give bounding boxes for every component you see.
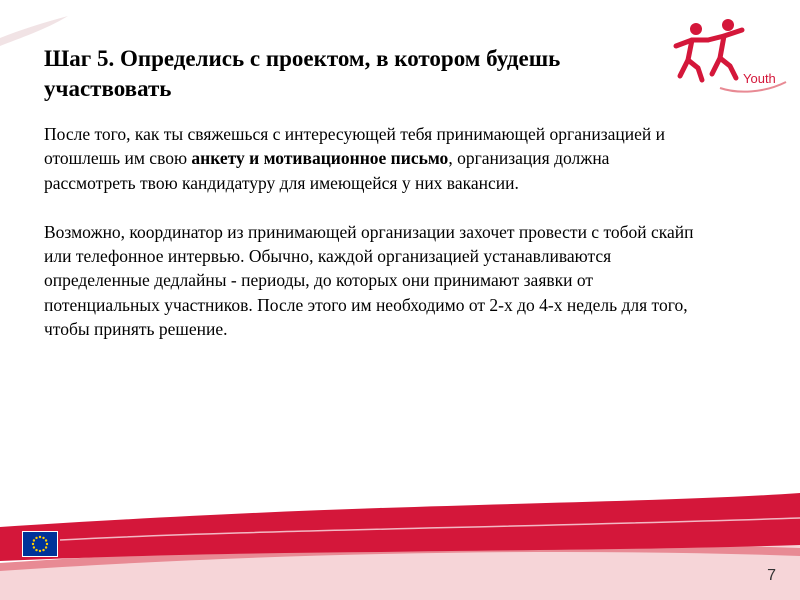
slide-body: [44, 122, 704, 342]
paragraph-application-emphasis: анкету и мотивационное письмо: [191, 148, 449, 169]
youth-logo: [668, 16, 792, 94]
top-left-swoosh: [0, 16, 68, 46]
paragraph-application-start: После того, как ты свяжешься с интересующей тебя принимающей организацией и отошлешь им свою: [44, 124, 666, 169]
paragraph-application-end: , организация должна рассмотреть твою кандидатуру для имеющейся у них вакансии.: [44, 148, 610, 193]
paragraph-interview: Возможно, координатор из принимающей организации захочет провести с тобой скайп или телефонное интервью. Обычно, каждой организацией устанавливаются определенные дедлайны - периоды, до которых они принимают заявки от потенциальных участников. После этого им необходимо от 2-х до 4-х недель для того, чтобы принять решение.: [44, 221, 694, 340]
eu-flag-icon: [22, 531, 58, 557]
page-number: 7: [767, 567, 776, 584]
slide-title: Шаг 5. Определись с проектом, в котором будешь участвовать: [44, 46, 561, 101]
youth-program-figures-icon: [676, 19, 742, 80]
logo-label: Youth: [743, 71, 776, 86]
paragraph-application: [44, 122, 704, 195]
